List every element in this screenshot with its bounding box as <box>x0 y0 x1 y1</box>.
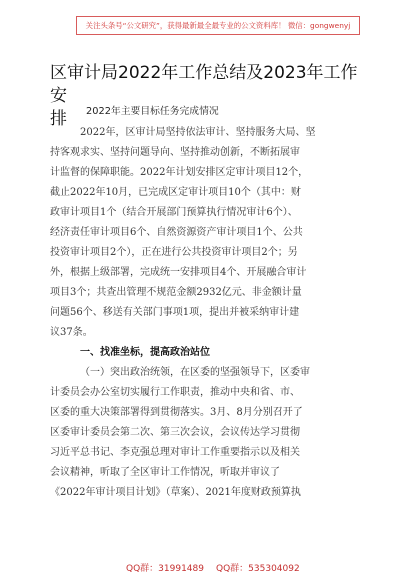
promo-banner-text: 关注头条号“公文研究”，获得最新最全最专业的公文资料库！ 微信：gongwenyj <box>85 21 351 30</box>
body-line: 问题56个、移送有关部门事项1项，提出并被采纳审计建 <box>50 307 300 318</box>
body-line: 习近平总书记、李克强总理对审计工作重要指示以及相关 <box>50 447 300 458</box>
promo-banner <box>76 16 360 35</box>
body-line: 经济责任审计项目6个、自然资源资产审计项目1个、公共 <box>50 227 303 238</box>
body-line: 议37条。 <box>50 327 93 338</box>
body-line: 计委员会办公室切实履行工作职责，推动中央和省、市、 <box>50 387 300 398</box>
body-line: 截止2022年10月，已完成区定审计项目10个（其中：财 <box>50 187 301 198</box>
body-line: 《2022年审计项目计划》（草案）、2021年度财政预算执 <box>50 487 301 498</box>
body-line: 政审计项目1个（结合开展部门预算执行情况审计6个）、 <box>50 207 298 218</box>
footer-qq-groups <box>0 562 408 576</box>
body-line: 持客观求实、坚持问题导向、坚持推动创新，不断拓展审 <box>50 147 300 158</box>
document-title-line-2: 排 <box>50 109 67 129</box>
body-line: （一）突出政治统领，在区委的坚强领导下，区委审 <box>80 367 310 378</box>
section-heading: 2022年主要目标任务完成情况 <box>86 106 219 117</box>
document-title <box>50 62 370 131</box>
qq-group-left: QQ群：31991489 <box>126 564 204 574</box>
body-line: 区委审计委员会第二次、第三次会议，会议传达学习贯彻 <box>50 427 300 438</box>
section-one-heading: 一、找准坐标，提高政治站位 <box>80 347 210 358</box>
body-line: 外，根据上级部署，完成统一安排项目4个、开展融合审计 <box>50 267 307 278</box>
qq-group-right: QQ群：535304092 <box>216 564 300 574</box>
body-line: 区委的重大决策部署得到贯彻落实。3月、8月分别召开了 <box>50 407 303 418</box>
document-title-line-1: 区审计局2022年工作总结及2023年工作安 <box>50 63 358 106</box>
body-line: 2022年，区审计局坚持依法审计、坚持服务大局、坚 <box>80 127 316 138</box>
body-line: 项目3个；共查出管理不规范金额2932亿元、非金额计量 <box>50 287 302 298</box>
body-line: 会议精神，听取了全区审计工作情况，听取并审议了 <box>50 467 280 478</box>
body-line: 计监督的保障职能。2022年计划安排区定审计项目12个， <box>50 167 309 178</box>
body-line: 投资审计项目2个），正在进行公共投资审计项目2个；另 <box>50 247 298 258</box>
